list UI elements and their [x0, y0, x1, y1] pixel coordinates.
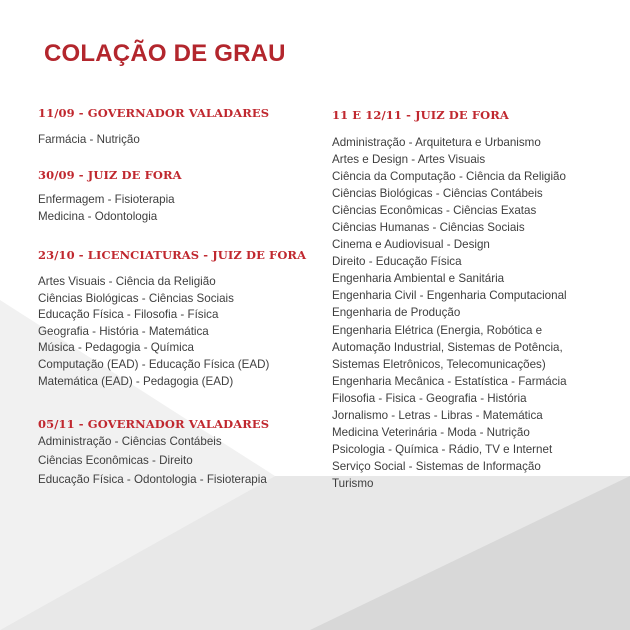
- course-line: Música - Pedagogia - Química: [38, 341, 194, 355]
- course-line: Ciências Econômicas - Ciências Exatas: [332, 204, 537, 218]
- course-list: [38, 432, 269, 489]
- section-jf-novembro: [332, 108, 567, 492]
- course-line: Psicologia - Química - Rádio, TV e Internet: [332, 442, 553, 456]
- course-line: Turismo: [332, 476, 374, 490]
- course-list: [332, 134, 567, 492]
- course-line: Cinema e Audiovisual - Design: [332, 238, 490, 252]
- course-line: Enfermagem - Fisioterapia: [38, 193, 175, 206]
- section-heading: 11/09 - GOVERNADOR VALADARES: [38, 106, 270, 120]
- course-list: [38, 274, 306, 390]
- course-line: Jornalismo - Letras - Libras - Matemática: [332, 408, 543, 422]
- course-line: Direito - Educação Física: [332, 255, 462, 269]
- course-list: [38, 192, 182, 225]
- section-heading: 30/09 - JUIZ DE FORA: [38, 168, 182, 182]
- course-line: Engenharia de Produção: [332, 306, 461, 320]
- course-line: Educação Física - Odontologia - Fisioterapia: [38, 473, 267, 486]
- course-line: Artes Visuais - Ciência da Religião: [38, 275, 216, 288]
- course-line: Engenharia Elétrica (Energia, Robótica e: [332, 323, 543, 337]
- course-line: Automação Industrial, Sistemas de Potência,: [332, 340, 563, 354]
- course-line: Ciências Econômicas - Direito: [38, 454, 193, 467]
- course-line: Ciência da Computação - Ciência da Religião: [332, 170, 566, 184]
- course-line: Engenharia Ambiental e Sanitária: [332, 272, 505, 286]
- course-line: Farmácia - Nutrição: [38, 133, 140, 146]
- course-line: Geografia - História - Matemática: [38, 324, 209, 338]
- course-line: Ciências Biológicas - Ciências Contábeis: [332, 187, 543, 201]
- course-line: Sistemas Eletrônicos, Telecomunicações): [332, 357, 546, 371]
- section-heading: 11 E 12/11 - JUIZ DE FORA: [332, 108, 509, 122]
- course-line: Engenharia Civil - Engenharia Computacional: [332, 289, 567, 303]
- section-gv-setembro: [38, 106, 269, 149]
- course-line: Administração - Arquitetura e Urbanismo: [332, 136, 541, 149]
- section-gv-novembro: [38, 417, 269, 489]
- course-line: Ciências Humanas - Ciências Sociais: [332, 221, 525, 235]
- section-heading: 23/10 - LICENCIATURAS - JUIZ DE FORA: [38, 248, 307, 262]
- course-line: Administração - Ciências Contábeis: [38, 435, 222, 448]
- course-line: Medicina - Odontologia: [38, 209, 158, 223]
- section-heading: 05/11 - GOVERNADOR VALADARES: [38, 417, 270, 431]
- course-line: Serviço Social - Sistemas de Informação: [332, 459, 541, 473]
- course-line: Computação (EAD) - Educação Física (EAD): [38, 357, 270, 371]
- section-jf-setembro: [38, 168, 182, 225]
- page-title: COLAÇÃO DE GRAU: [44, 40, 286, 67]
- course-list: [38, 132, 269, 149]
- course-line: Engenharia Mecânica - Estatística - Farmácia: [332, 374, 567, 388]
- course-line: Educação Física - Filosofia - Física: [38, 308, 219, 322]
- course-line: Filosofia - Fisica - Geografia - História: [332, 391, 527, 405]
- course-line: Matemática (EAD) - Pedagogia (EAD): [38, 374, 234, 388]
- course-line: Ciências Biológicas - Ciências Sociais: [38, 291, 234, 305]
- course-line: Artes e Design - Artes Visuais: [332, 153, 486, 167]
- section-licenciaturas: [38, 248, 306, 390]
- course-line: Medicina Veterinária - Moda - Nutrição: [332, 425, 530, 439]
